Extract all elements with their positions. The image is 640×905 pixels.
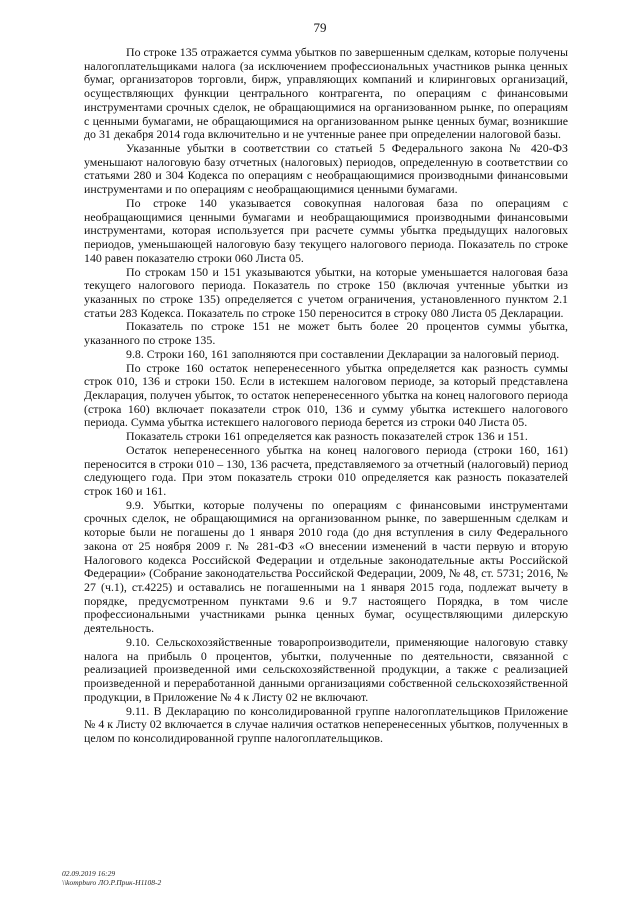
paragraph-line-160: По строке 160 остаток неперенесенного убытка определяется как разность суммы строк 010, 136 и строки 150. Если в истекшем налоговом периоде, за который представлена Декларация, получен убыток, то остаток неперенесенного убытка на конец налогового периода (строка 160) включает показатели строк 010, 136 и сумму убытка истекшего налогового периода. Сумма убытка истекшего налогового периода берется из строки 040 Листа 05. [84, 360, 568, 430]
paragraph-losses-law-420: Указанные убытки в соответствии со статьей 5 Федерального закона № 420-ФЗ уменьшают налоговую базу отчетных (налоговых) периодов, определенную в соответствии со статьями 280 и 304 Кодекса по операциям с необращающимися производными финансовыми инструментами и по операциям с необращающимися ценными бумагами. [84, 141, 568, 197]
paragraph-line-161: Показатель строки 161 определяется как разность показателей строк 136 и 151. [126, 429, 528, 444]
paragraph-9-10: 9.10. Сельскохозяйственные товаропроизводители, применяющие налоговую ставку налога на прибыль 0 процентов, убытки, полученные по деятельности, связанной с реализацией произведенной ими сельскохозяйственной продукции, а также с реализацией произведенной и переработанной данными организациями собственной сельскохозяйственной продукции, в Приложение № 4 к Листу 02 не включают. [84, 634, 568, 704]
paragraph-9-11: 9.11. В Декларацию по консолидированной группе налогоплательщиков Приложение № 4 к Листу 02 включается в случае наличия остатков неперенесенных убытков, полученных в целом по консолидированной группе налогоплательщиков. [84, 703, 568, 745]
page-number: 79 [313, 20, 327, 35]
paragraph-lines-150-151: По строкам 150 и 151 указываются убытки, на которые уменьшается налоговая база текущего налогового периода. Показатель по строке 150 (включая учтенные убытки из указанных по строке 135) определяется с учетом ограничения, установленного пунктом 2.1 статьи 283 Кодекса. Показатель по строке 150 переносится в строку 080 Листа 05 Декларации. [84, 264, 568, 320]
paragraph-line-140: По строке 140 указывается совокупная налоговая база по операциям с необращающимися ценными бумагами и необращающимися производными финансовыми инструментами, которая используется при расчете суммы убытка предыдущих налоговых периодов, уменьшающей налоговую базу текущего налогового периода. Показатель по строке 140 равен показателю строки 060 Листа 05. [84, 195, 568, 265]
paragraph-line-135: По строке 135 отражается сумма убытков по завершенным сделкам, которые получены налогоплательщиками налога (за исключением профессиональных участников рынка ценных бумаг, организаторов торговли, бирж, управляющих компаний и клиринговых организаций, осуществляющих функции центрального контрагента, по операциям с финансовыми инструментами срочных сделок, не обращающимися на организованном рынке, по операциям с ценными бумагами, не обращающимися на организованном рынке ценных бумаг, возникшие до 31 декабря 2014 года включительно и не учтенные ранее при определении налоговой базы. [84, 45, 568, 142]
paragraph-9-8: 9.8. Строки 160, 161 заполняются при составлении Декларации за налоговый период. [126, 346, 560, 361]
document-footer [62, 869, 161, 887]
footer-file-path: \\kompburo ЛО.Р.Прик-Н1108-2 [62, 878, 162, 887]
paragraph-line-151-limit: Показатель по строке 151 не может быть более 20 процентов суммы убытка, указанного по строке 135. [84, 319, 568, 348]
paragraph-remaining-loss: Остаток неперенесенного убытка на конец налогового периода (строки 160, 161) переносится в строки 010 – 130, 136 расчета, представляемого за отчетный (налоговый) период следующего года. При этом показатель строки 010 определяется как разность показателей строк 160 и 161. [84, 442, 568, 498]
document-body [84, 46, 568, 746]
footer-timestamp: 02.09.2019 16:29 [62, 869, 116, 878]
paragraph-9-9: 9.9. Убытки, которые получены по операциям с финансовыми инструментами срочных сделок, не обращающимися на организованном рынке, по завершенным сделкам и которые были не погашены до 1 января 2010 года (до дня вступления в силу Федерального закона от 25 ноября 2009 г. № 281-ФЗ «О внесении изменений в части первую и вторую Налогового кодекса Российской Федерации и отдельные законодательные акты Российской Федерации» (Собрание законодательства Российской Федерации, 2009, № 48, ст. 5731; 2016, № 27 (ч.1), ст.4225) и оставались не погашенными на 1 января 2015 года, подлежат вычету в порядке, предусмотренном пунктами 9.6 и 9.7 настоящего Порядка, в том числе профессиональными участниками рынка ценных бумаг, осуществляющими дилерскую деятельность. [84, 497, 568, 636]
